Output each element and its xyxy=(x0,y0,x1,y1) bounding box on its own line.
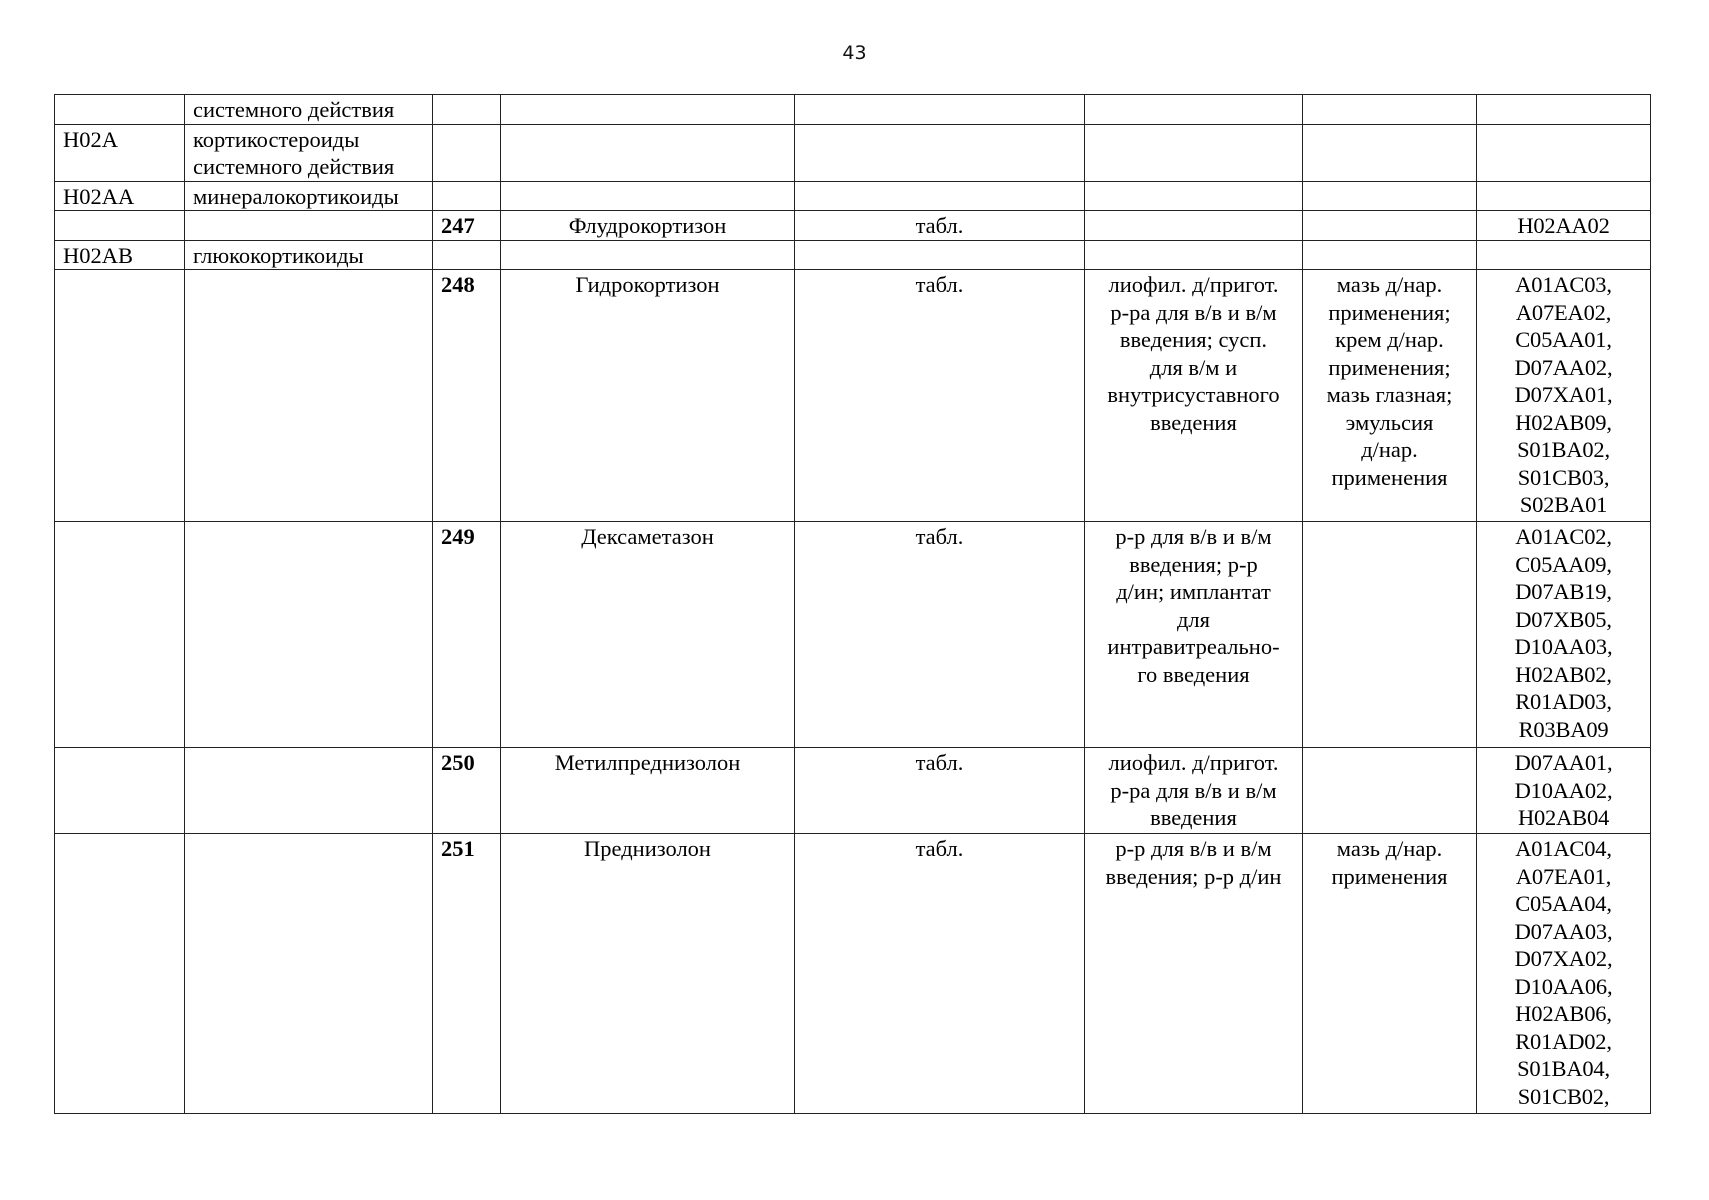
atc-codes-line: A07EA02, xyxy=(1515,299,1612,325)
atc-codes-line: A07EA01, xyxy=(1515,863,1612,889)
atc-codes-line: D07XA01, xyxy=(1514,382,1613,407)
drug-number: 248 xyxy=(433,270,501,522)
empty-cell xyxy=(1477,181,1651,211)
drug-name: Флудрокортизон xyxy=(501,211,795,241)
injection-forms-line: лиофил. д/пригот. xyxy=(1108,272,1279,297)
atc-codes xyxy=(1477,834,1651,1114)
external-forms-line: д/нар. xyxy=(1361,437,1418,462)
empty-cell xyxy=(1085,240,1303,270)
atc-codes-line: S01BA04, xyxy=(1517,1056,1610,1081)
empty-cell xyxy=(501,181,795,211)
external-forms xyxy=(1303,834,1477,1114)
injection-forms-line: для в/м и xyxy=(1149,354,1238,380)
atc-group-description-line: минералокортикоиды xyxy=(193,183,399,209)
atc-group-description-line: глюкокортикоиды xyxy=(193,242,364,268)
external-forms-line: мазь д/нар. xyxy=(1336,836,1443,861)
atc-codes-line: D07AB19, xyxy=(1515,579,1612,604)
empty-cell xyxy=(185,522,433,748)
external-forms xyxy=(1303,270,1477,522)
atc-codes-line: D10AA03, xyxy=(1514,634,1613,659)
oral-form: табл. xyxy=(795,522,1085,748)
drug-row xyxy=(55,211,1651,241)
atc-group-row xyxy=(55,240,1651,270)
injection-forms-line: интравитреально- xyxy=(1107,634,1280,659)
empty-cell xyxy=(1303,124,1477,181)
empty-cell xyxy=(1303,240,1477,270)
empty-cell xyxy=(795,95,1085,125)
atc-codes-line: H02AB04 xyxy=(1517,805,1610,830)
atc-codes-line: D07AA02, xyxy=(1514,354,1613,380)
atc-group-description-line: системного действия xyxy=(193,97,395,122)
drug-number: 250 xyxy=(433,748,501,834)
atc-group-description-line: кортикостероиды xyxy=(193,126,360,152)
oral-form: табл. xyxy=(795,748,1085,834)
atc-codes-line: C05AA01, xyxy=(1515,327,1612,352)
atc-group-row xyxy=(55,181,1651,211)
empty-cell xyxy=(795,240,1085,270)
atc-codes xyxy=(1477,522,1651,748)
drug-row xyxy=(55,522,1651,748)
injection-forms-line: р-р для в/в и в/м xyxy=(1115,524,1272,549)
oral-form: табл. xyxy=(795,834,1085,1114)
atc-codes-line: D07AA03, xyxy=(1514,918,1613,944)
empty-cell xyxy=(55,522,185,748)
empty-cell xyxy=(501,124,795,181)
injection-forms-line: р-ра для в/в и в/м xyxy=(1110,777,1277,803)
atc-codes-line: C05AA09, xyxy=(1515,551,1612,577)
drug-number: 249 xyxy=(433,522,501,748)
empty-cell xyxy=(1477,95,1651,125)
empty-cell xyxy=(55,211,185,241)
empty-cell xyxy=(433,240,501,270)
atc-group-row xyxy=(55,95,1651,125)
external-forms-line: мазь д/нар. xyxy=(1336,272,1443,297)
empty-cell xyxy=(433,181,501,211)
atc-group-description xyxy=(185,181,433,211)
injection-forms-line: внутрисуставного xyxy=(1107,382,1280,407)
injection-forms-line: введения; р-р д/ин xyxy=(1105,863,1282,889)
injection-forms xyxy=(1085,748,1303,834)
atc-group-description xyxy=(185,240,433,270)
empty-cell xyxy=(433,124,501,181)
injection-forms-line: р-ра для в/в и в/м xyxy=(1110,299,1277,325)
atc-codes-line: A01AC04, xyxy=(1515,836,1612,861)
drug-table xyxy=(54,94,1651,1114)
empty-cell xyxy=(795,124,1085,181)
empty-cell xyxy=(185,270,433,522)
atc-codes xyxy=(1477,270,1651,522)
drug-number: 247 xyxy=(433,211,501,241)
atc-codes-line: A01AC02, xyxy=(1515,524,1612,549)
empty-cell xyxy=(1085,124,1303,181)
external-forms xyxy=(1303,748,1477,834)
empty-cell xyxy=(501,95,795,125)
injection-forms-line: го введения xyxy=(1137,661,1250,687)
injection-forms-line: лиофил. д/пригот. xyxy=(1108,750,1279,775)
empty-cell xyxy=(1085,181,1303,211)
injection-forms-line: введения; сусп. xyxy=(1119,327,1268,352)
atc-codes-line: A01AC03, xyxy=(1515,272,1612,297)
injection-forms-line: введения xyxy=(1150,409,1237,435)
injection-forms xyxy=(1085,522,1303,748)
atc-codes-line: D07XA02, xyxy=(1514,946,1613,971)
drug-row xyxy=(55,270,1651,522)
empty-cell xyxy=(1303,181,1477,211)
injection-forms-line: для xyxy=(1176,606,1211,632)
atc-codes-line: S02BA01 xyxy=(1519,492,1608,517)
empty-cell xyxy=(795,181,1085,211)
external-forms-line: применения xyxy=(1331,863,1448,889)
drug-row xyxy=(55,834,1651,1114)
atc-codes-line: H02AB06, xyxy=(1515,1001,1612,1026)
page-number: 43 xyxy=(842,42,867,64)
atc-codes-line: S01CB03, xyxy=(1517,464,1610,490)
atc-group-description xyxy=(185,95,433,125)
atc-codes-line: R01AD03, xyxy=(1515,689,1612,714)
empty-cell xyxy=(1085,95,1303,125)
injection-forms-line: р-р для в/в и в/м xyxy=(1115,836,1272,861)
atc-group-description-line: системного действия xyxy=(193,154,395,179)
drug-name: Дексаметазон xyxy=(501,522,795,748)
external-forms-line: применения; xyxy=(1328,299,1451,325)
atc-codes-line: D10AA02, xyxy=(1514,777,1613,803)
injection-forms xyxy=(1085,211,1303,241)
empty-cell xyxy=(185,211,433,241)
empty-cell xyxy=(1303,95,1477,125)
empty-cell xyxy=(55,270,185,522)
external-forms-line: эмульсия xyxy=(1345,409,1434,435)
empty-cell xyxy=(185,834,433,1114)
atc-codes-line: C05AA04, xyxy=(1515,891,1612,916)
drug-name: Гидрокортизон xyxy=(501,270,795,522)
atc-codes-line: S01BA02, xyxy=(1517,437,1610,462)
atc-group-code xyxy=(55,95,185,125)
drug-name: Преднизолон xyxy=(501,834,795,1114)
atc-codes-line: D07XB05, xyxy=(1515,606,1612,632)
atc-codes-line: H02AB09, xyxy=(1515,409,1612,435)
empty-cell xyxy=(433,95,501,125)
atc-codes-line: H02AA02 xyxy=(1517,213,1610,238)
atc-group-code: H02AB xyxy=(55,240,185,270)
empty-cell xyxy=(1477,240,1651,270)
empty-cell xyxy=(55,834,185,1114)
atc-group-row xyxy=(55,124,1651,181)
drug-row xyxy=(55,748,1651,834)
injection-forms xyxy=(1085,270,1303,522)
atc-codes-line: D07AA01, xyxy=(1514,750,1613,775)
injection-forms xyxy=(1085,834,1303,1114)
atc-group-code: H02A xyxy=(55,124,185,181)
atc-codes xyxy=(1477,748,1651,834)
external-forms xyxy=(1303,211,1477,241)
injection-forms-line: введения; р-р xyxy=(1129,551,1258,577)
atc-group-code: H02AA xyxy=(55,181,185,211)
empty-cell xyxy=(185,748,433,834)
atc-codes xyxy=(1477,211,1651,241)
atc-codes-line: R03BA09 xyxy=(1518,716,1609,742)
table-body xyxy=(55,95,1651,1114)
oral-form: табл. xyxy=(795,270,1085,522)
drug-name: Метилпреднизолон xyxy=(501,748,795,834)
empty-cell xyxy=(501,240,795,270)
injection-forms-line: д/ин; имплантат xyxy=(1116,579,1271,604)
atc-codes-line: H02AB02, xyxy=(1515,661,1612,687)
external-forms-line: крем д/нар. xyxy=(1335,327,1444,352)
empty-cell xyxy=(1477,124,1651,181)
empty-cell xyxy=(55,748,185,834)
drug-number: 251 xyxy=(433,834,501,1114)
atc-codes-line: S01CB02, xyxy=(1517,1083,1610,1109)
external-forms-line: применения; xyxy=(1328,354,1451,380)
oral-form: табл. xyxy=(795,211,1085,241)
external-forms-line: применения xyxy=(1331,464,1448,490)
external-forms-line: мазь глазная; xyxy=(1326,382,1453,407)
external-forms xyxy=(1303,522,1477,748)
atc-codes-line: R01AD02, xyxy=(1515,1028,1612,1054)
atc-codes-line: D10AA06, xyxy=(1514,973,1613,999)
injection-forms-line: введения xyxy=(1150,805,1237,830)
atc-group-description xyxy=(185,124,433,181)
